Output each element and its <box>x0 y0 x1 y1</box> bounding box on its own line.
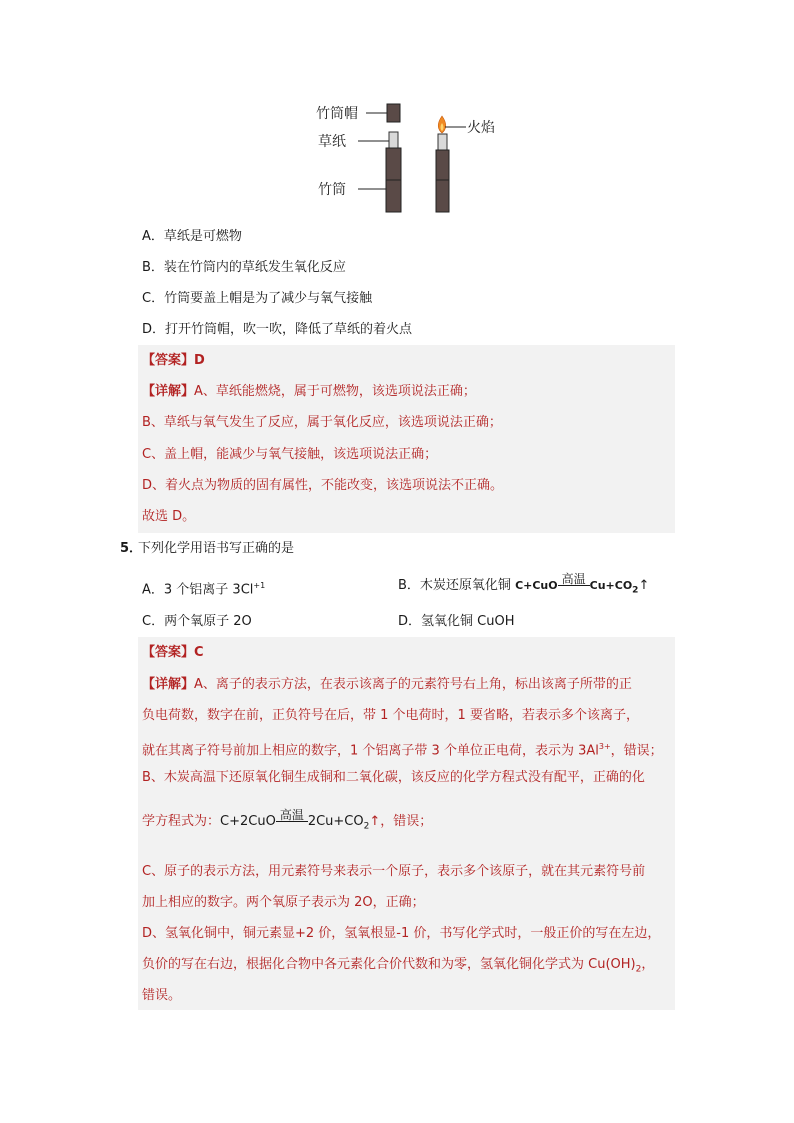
bamboo-tube-figure <box>300 96 520 218</box>
q4-option-d: D．打开竹筒帽，吹一吹，降低了草纸的着火点 <box>142 322 413 337</box>
bamboo-tube-diagram <box>300 96 520 218</box>
tube-cap-shape <box>387 104 400 122</box>
q4-detail-a: 【详解】A、草纸能燃烧，属于可燃物，该选项说法正确； <box>142 384 476 399</box>
q4-detail-c: C、盖上帽，能减少与氧气接触，该选项说法正确； <box>142 447 438 462</box>
q5-number: 5． <box>120 541 143 556</box>
q4-conclusion: 故选 D。 <box>142 509 196 524</box>
q5-option-c: C．两个氧原子 2O <box>142 614 252 629</box>
q5-option-d: D．氢氧化铜 CuOH <box>398 614 515 629</box>
q4-option-c: C．竹筒要盖上帽是为了减少与氧气接触 <box>142 291 373 306</box>
q5-detail-b2: 学方程式为：C+2CuO 高温 $2Cu+CO_2↑$，错误； <box>142 808 433 832</box>
q4-option-b: B．装在竹筒内的草纸发生氧化反应 <box>142 260 346 275</box>
q5-stem: 下列化学用语书写正确的是 <box>138 541 295 556</box>
q5-detail-a2: 负电荷数，数字在前，正负符号在后，带 1 个电荷时，1 要省略，若表示多个该离子， <box>142 708 639 723</box>
q4-detail-b: B、草纸与氧气发生了反应，属于氧化反应，该选项说法正确； <box>142 415 502 430</box>
q4-answer <box>142 351 205 371</box>
q5-option-b: B．木炭还原氧化铜 C+CuO 高温 $Cu+CO_2↑$ <box>398 572 650 596</box>
label-flame: 火焰 <box>467 120 495 136</box>
q5-detail-d1: D、氢氧化铜中，铜元素显+2 价，氢氧根显-1 价，书写化学式时，一般正价的写在左边， <box>142 926 661 941</box>
label-tube: 竹筒 <box>318 182 346 198</box>
q5-detail-d3: 错误。 <box>142 988 182 1003</box>
q5-detail-a3: 就在其离子符号前加上相应的数字，1 个铝离子带 3 个单位正电荷，表示为 $3Al^{3+}$，错误； <box>142 742 663 759</box>
answer-value: D <box>194 353 205 368</box>
reaction-condition: 高温 <box>558 573 590 586</box>
q5-detail-c2: 加上相应的数字。两个氧原子表示为 2O，正确； <box>142 895 425 910</box>
open-tube-shape <box>436 150 449 212</box>
label-cap: 竹筒帽 <box>316 106 358 122</box>
q5-option-a: A．3 个铝离子 $3Cl^{+1}$ <box>142 581 266 598</box>
q4-answer-panel <box>138 345 675 533</box>
q5-detail-d2: 负价的写在右边，根据化合物中各元素化合价代数和为零，氢氧化铜化学式为 $Cu(OH)_2$， <box>142 957 655 975</box>
q5-answer: 【答案】C <box>142 645 204 660</box>
q5-detail-a1: 【详解】A、离子的表示方法，在表示该离子的元素符号右上角，标出该离子所带的正 <box>142 677 632 692</box>
paper-burning-shape <box>438 134 447 150</box>
q4-option-a: A．草纸是可燃物 <box>142 229 242 244</box>
q4-detail-d: D、着火点为物质的固有属性，不能改变，该选项说法不正确。 <box>142 478 504 493</box>
q5-detail-b1: B、木炭高温下还原氧化铜生成铜和二氧化碳，该反应的化学方程式没有配平，正确的化 <box>142 770 645 785</box>
q5-detail-c1: C、原子的表示方法，用元素符号来表示一个原子，表示多个该原子，就在其元素符号前 <box>142 864 646 879</box>
paper-shape <box>389 132 398 148</box>
detail-tag: 【详解】 <box>142 384 195 399</box>
answer-tag: 【答案】 <box>142 353 195 368</box>
label-paper: 草纸 <box>318 134 346 150</box>
reaction-condition-detail: 高温 <box>276 809 308 822</box>
